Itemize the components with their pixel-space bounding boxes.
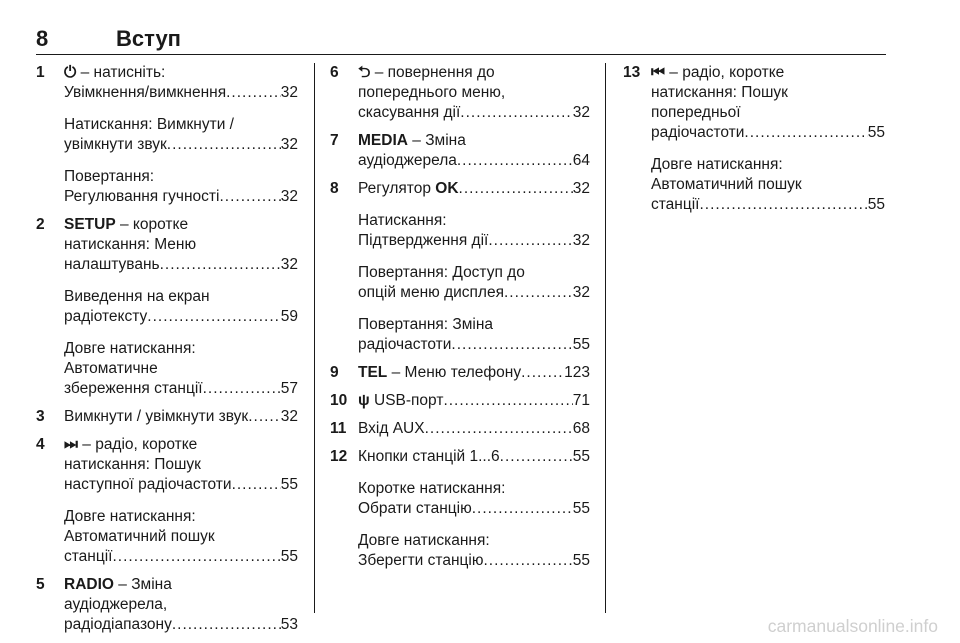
item-paragraph [358, 63, 590, 123]
toc-row [64, 615, 298, 635]
column-3 [623, 63, 885, 223]
text-line [64, 595, 298, 615]
item-paragraph [358, 363, 590, 383]
toc-label: радіодіапазону [64, 616, 172, 633]
toc-label: Зберегти станцію [358, 552, 484, 569]
key-label: SETUP [64, 216, 116, 233]
list-item [36, 407, 298, 427]
line-text: Натискання: Вимкнути / [64, 116, 234, 133]
toc-row [358, 283, 590, 303]
toc-leader [167, 135, 281, 155]
item-body [358, 391, 590, 411]
previous-track-icon: ⏮ [651, 64, 665, 81]
text-line [64, 235, 298, 255]
key-label: RADIO [64, 576, 114, 593]
item-paragraph [358, 131, 590, 171]
toc-row [358, 419, 590, 439]
list-item [36, 575, 298, 635]
column-1 [36, 63, 298, 643]
toc-label: аудіоджерела [358, 152, 457, 169]
list-item [36, 215, 298, 399]
page-ref[interactable]: 68 [572, 420, 590, 437]
toc-row [64, 135, 298, 155]
toc-label: Обрати станцію [358, 500, 472, 517]
page-number: 8 [36, 26, 49, 51]
toc-label: Увімкнення/вимкнення [64, 84, 227, 101]
toc-label: Кнопки станцій 1...6 [358, 448, 500, 465]
page-ref[interactable]: 32 [280, 136, 298, 153]
toc-leader [500, 447, 573, 467]
line-text: – коротке [120, 216, 189, 233]
page-ref[interactable]: 55 [867, 124, 885, 141]
line-text: – радіо, коротке [82, 436, 198, 453]
line-text: Довге натискання: [651, 156, 783, 173]
item-paragraph [358, 391, 590, 411]
toc-leader [147, 307, 280, 327]
toc-label: Регулювання гучності [64, 188, 220, 205]
page-ref[interactable]: 71 [572, 392, 590, 409]
toc-row [358, 363, 590, 383]
column-divider [605, 63, 606, 613]
toc-row [64, 255, 298, 275]
toc-leader [219, 187, 280, 207]
text-line [651, 175, 885, 195]
toc-text [358, 103, 460, 123]
text-line [358, 531, 590, 551]
toc-label: наступної радіочастоти [64, 476, 232, 493]
line-text: Автоматичний пошук [64, 528, 215, 545]
item-number: 10 [330, 392, 348, 409]
line-text: натискання: Пошук [651, 84, 788, 101]
toc-row [651, 123, 885, 143]
toc-row [358, 551, 590, 571]
toc-text [64, 255, 160, 275]
list-item [330, 419, 590, 439]
text-line [64, 215, 298, 235]
page-ref[interactable]: 53 [280, 616, 298, 633]
page-ref[interactable]: 64 [572, 152, 590, 169]
list-item [330, 179, 590, 355]
text-line [358, 131, 590, 151]
toc-row [358, 151, 590, 171]
next-track-icon: ⏭ [64, 436, 78, 453]
item-body [64, 435, 298, 567]
list-item [330, 447, 590, 571]
toc-label: Регулятор [358, 180, 431, 197]
toc-text [651, 195, 699, 215]
power-icon: ⏻ [64, 64, 77, 81]
toc-leader [457, 151, 573, 171]
text-line [64, 455, 298, 475]
item-number: 3 [36, 408, 45, 425]
header-rule [36, 54, 886, 55]
toc-row [64, 407, 298, 427]
item-number: 11 [330, 420, 347, 437]
text-line [64, 507, 298, 527]
text-line [358, 479, 590, 499]
list-item [623, 63, 885, 215]
text-line [358, 211, 590, 231]
item-paragraph [64, 575, 298, 635]
key-label: TEL [358, 364, 388, 381]
text-line [64, 435, 298, 455]
item-paragraph [64, 507, 298, 567]
page-ref[interactable]: 32 [280, 408, 298, 425]
toc-label: радіочастоти [358, 336, 452, 353]
toc-leader [203, 379, 281, 399]
toc-text [64, 475, 232, 495]
line-text: – повернення до [374, 64, 495, 81]
toc-row [358, 335, 590, 355]
item-paragraph [358, 447, 590, 467]
line-text: Виведення на екран [64, 288, 210, 305]
toc-leader [488, 231, 572, 251]
item-paragraph [358, 179, 590, 199]
item-paragraph [64, 339, 298, 399]
page-ref[interactable]: 57 [280, 380, 298, 397]
toc-label: увімкнути звук [64, 136, 167, 153]
page-ref[interactable]: 55 [867, 196, 885, 213]
page-ref[interactable]: 32 [280, 256, 298, 273]
text-line [358, 63, 590, 83]
item-number: 4 [36, 436, 45, 453]
toc-leader [744, 123, 867, 143]
toc-label: Вхід AUX [358, 420, 425, 437]
item-body [358, 63, 590, 123]
toc-text [64, 615, 172, 635]
page-title: Вступ [116, 26, 181, 51]
page-ref[interactable]: 55 [572, 336, 590, 353]
toc-row [64, 379, 298, 399]
toc-row [358, 103, 590, 123]
toc-label: станції [651, 196, 700, 213]
page-ref[interactable]: 55 [280, 476, 298, 493]
item-body [651, 63, 885, 215]
toc-text [64, 187, 219, 207]
text-line [64, 339, 298, 359]
toc-label: радіочастоти [651, 124, 745, 141]
text-line [64, 167, 298, 187]
toc-leader [226, 83, 281, 103]
text-line [651, 103, 885, 123]
toc-leader [112, 547, 280, 567]
toc-text [358, 335, 451, 355]
item-paragraph [64, 215, 298, 275]
toc-leader [699, 195, 867, 215]
toc-leader [459, 179, 573, 199]
text-line [651, 155, 885, 175]
line-text: аудіоджерела, [64, 596, 168, 613]
text-line [651, 63, 885, 83]
toc-label: радіотексту [64, 308, 148, 325]
page-ref[interactable]: 55 [572, 500, 590, 517]
toc-row [358, 447, 590, 467]
toc-label: Вимкнути / увімкнути звук [64, 408, 249, 425]
text-line [358, 315, 590, 335]
toc-row [651, 195, 885, 215]
line-text: Коротке натискання: [358, 480, 506, 497]
key-label: MEDIA [358, 132, 408, 149]
item-paragraph [64, 167, 298, 207]
toc-leader [232, 475, 281, 495]
list-item [36, 63, 298, 207]
toc-row [64, 307, 298, 327]
page-ref[interactable]: 55 [572, 552, 590, 569]
toc-label: налаштувань [64, 256, 160, 273]
item-body [64, 63, 298, 207]
item-paragraph [358, 263, 590, 303]
item-paragraph [358, 211, 590, 251]
item-body [64, 215, 298, 399]
text-line [64, 359, 298, 379]
line-text: попередньої [651, 104, 741, 121]
item-body [64, 407, 298, 427]
line-text: Автоматичне [64, 360, 158, 377]
toc-row [64, 83, 298, 103]
item-body [358, 419, 590, 439]
toc-leader [472, 499, 573, 519]
page-ref[interactable]: 32 [572, 180, 590, 197]
list-item [330, 363, 590, 383]
page-ref[interactable]: 32 [280, 84, 298, 101]
line-text: Натискання: [358, 212, 447, 229]
toc-text [64, 407, 248, 427]
toc-leader [160, 255, 281, 275]
toc-leader [504, 283, 573, 303]
text-line [358, 83, 590, 103]
item-paragraph [358, 479, 590, 519]
toc-leader [172, 615, 281, 635]
page-ref[interactable]: 32 [572, 232, 590, 249]
toc-label: – Меню телефону [391, 364, 522, 381]
toc-row [64, 187, 298, 207]
item-number: 1 [36, 64, 45, 81]
item-number: 5 [36, 576, 45, 593]
list-item [36, 435, 298, 567]
item-number: 13 [623, 64, 641, 81]
toc-text [358, 499, 472, 519]
key-label: OK [435, 180, 459, 197]
line-text: – Зміна [118, 576, 172, 593]
item-paragraph [64, 63, 298, 103]
toc-row [358, 391, 590, 411]
item-paragraph [64, 435, 298, 495]
item-number: 8 [330, 180, 339, 197]
line-text: Довге натискання: [64, 508, 196, 525]
line-text: – радіо, коротке [669, 64, 785, 81]
toc-text [358, 363, 521, 383]
item-body [64, 575, 298, 635]
text-line [358, 263, 590, 283]
toc-row [64, 475, 298, 495]
line-text: натискання: Меню [64, 236, 197, 253]
toc-text [64, 307, 147, 327]
item-number: 7 [330, 132, 339, 149]
item-paragraph [651, 63, 885, 143]
text-line [651, 83, 885, 103]
item-paragraph [64, 287, 298, 327]
line-text: Повертання: [64, 168, 155, 185]
toc-text [358, 419, 425, 439]
list-item [330, 63, 590, 123]
toc-text [358, 447, 500, 467]
toc-text [64, 135, 167, 155]
back-icon: ⮌ [358, 64, 371, 81]
toc-text [64, 547, 112, 567]
toc-row [358, 231, 590, 251]
toc-text [358, 151, 457, 171]
toc-label: USB-порт [374, 392, 444, 409]
text-line [64, 287, 298, 307]
toc-text [358, 231, 488, 251]
toc-leader [248, 407, 281, 427]
toc-row [358, 179, 590, 199]
line-text: Довге натискання: [358, 532, 490, 549]
toc-label: Підтвердження дії [358, 232, 489, 249]
list-item [330, 391, 590, 411]
text-line [64, 115, 298, 135]
toc-text [358, 179, 459, 199]
item-body [358, 363, 590, 383]
toc-label: збереження станції [64, 380, 203, 397]
item-paragraph [358, 419, 590, 439]
item-paragraph [64, 115, 298, 155]
line-text: Довге натискання: [64, 340, 196, 357]
item-number: 2 [36, 216, 45, 233]
toc-row [358, 499, 590, 519]
toc-text [358, 551, 483, 571]
line-text: попереднього меню, [358, 84, 506, 101]
toc-text [358, 283, 504, 303]
list-item [330, 131, 590, 171]
toc-label: опцій меню дисплея [358, 284, 504, 301]
line-text: – Зміна [412, 132, 466, 149]
line-text: Автоматичний пошук [651, 176, 802, 193]
text-line [64, 63, 298, 83]
watermark: carmanualsonline.info [767, 616, 938, 636]
column-2 [330, 63, 590, 579]
toc-text [64, 379, 203, 399]
item-number: 9 [330, 364, 339, 381]
page-ref[interactable]: 123 [564, 364, 590, 381]
page-ref[interactable]: 32 [572, 104, 590, 121]
item-number: 12 [330, 448, 348, 465]
usb-icon: ψ [358, 392, 370, 409]
text-line [64, 575, 298, 595]
page-ref[interactable]: 55 [572, 448, 590, 465]
text-line [64, 527, 298, 547]
item-number: 6 [330, 64, 339, 81]
toc-leader [425, 419, 573, 439]
toc-leader [443, 391, 572, 411]
item-paragraph [651, 155, 885, 215]
toc-text [651, 123, 744, 143]
toc-leader [483, 551, 572, 571]
item-body [358, 179, 590, 355]
toc-label: скасування дії [358, 104, 461, 121]
item-paragraph [358, 315, 590, 355]
column-divider [314, 63, 315, 613]
item-paragraph [358, 531, 590, 571]
toc-leader [451, 335, 572, 355]
line-text: Повертання: Доступ до [358, 264, 525, 281]
page-ref[interactable]: 32 [280, 188, 298, 205]
line-text: – натисніть: [80, 64, 166, 81]
item-body [358, 447, 590, 571]
toc-leader [460, 103, 572, 123]
page-ref[interactable]: 32 [572, 284, 590, 301]
page-ref[interactable]: 55 [280, 548, 298, 565]
toc-text [64, 83, 226, 103]
item-body [358, 131, 590, 171]
line-text: Повертання: Зміна [358, 316, 494, 333]
line-text: натискання: Пошук [64, 456, 201, 473]
toc-leader [521, 363, 564, 383]
toc-row [64, 547, 298, 567]
toc-label: станції [64, 548, 113, 565]
page-ref[interactable]: 59 [280, 308, 298, 325]
toc-text [358, 391, 443, 411]
item-paragraph [64, 407, 298, 427]
